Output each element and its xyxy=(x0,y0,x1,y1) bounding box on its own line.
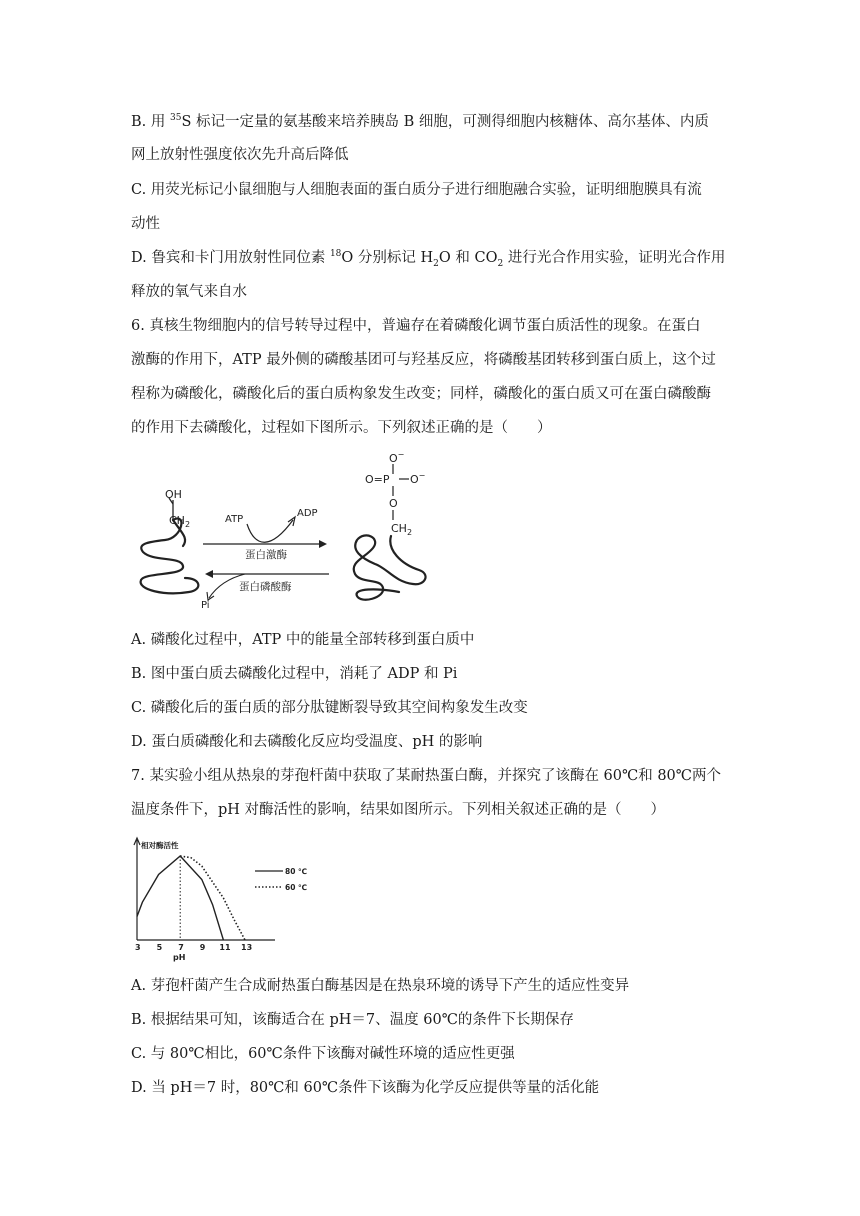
question-7-option: C. 与 80℃相比，60℃条件下该酶对碱性环境的适应性更强 xyxy=(131,1046,515,1062)
option-d-q5-line2: 释放的氧气来自水 xyxy=(131,284,247,300)
unphosphorylated-protein xyxy=(141,518,199,593)
question-6-line: 程称为磷酸化，磷酸化后的蛋白质构象发生改变；同样，磷酸化的蛋白质又可在蛋白磷酸酶 xyxy=(131,386,711,402)
legend-label-80c: 80 ℃ xyxy=(285,867,308,876)
question-6-option: D. 蛋白质磷酸化和去磷酸化反应均受温度、pH 的影响 xyxy=(131,734,483,750)
phosphate-o-right: O− xyxy=(410,471,426,486)
question-6-option: B. 图中蛋白质去磷酸化过程中，消耗了 ADP 和 Pi xyxy=(131,666,458,682)
question-6-option: C. 磷酸化后的蛋白质的部分肽键断裂导致其空间构象发生改变 xyxy=(131,700,528,716)
phosphate-o-top: O− xyxy=(389,450,405,465)
kinase-arrowhead xyxy=(319,540,327,548)
option-c-q5-line2: 动性 xyxy=(131,216,160,232)
x-tick-label: 13 xyxy=(241,943,253,952)
adp-label: ADP xyxy=(297,508,318,519)
option-d-q5-line1: D. 鲁宾和卡门用放射性同位素 $^{18}$O 分别标记 $H_2O$ 和 $CO_2$ 进行光合作用实验，证明光合作用 xyxy=(131,249,726,269)
series-line-60c xyxy=(180,856,245,940)
question-7-option: A. 芽孢杆菌产生合成耐热蛋白酶基因是在热泉环境的诱导下产生的适应性变异 xyxy=(131,978,630,994)
x-tick-label: 7 xyxy=(178,943,184,952)
phosphate-o-p: O=P xyxy=(365,473,390,486)
x-tick-label: 5 xyxy=(156,943,163,952)
question-6-line: 6. 真核生物细胞内的信号转导过程中，普遍存在着磷酸化调节蛋白质活性的现象。在蛋白 xyxy=(131,318,701,334)
kinase-label: 蛋白激酶 xyxy=(245,549,287,561)
x-axis-label: pH xyxy=(173,953,186,962)
legend-label-60c: 60 ℃ xyxy=(285,883,308,892)
phosphatase-label: 蛋白磷酸酶 xyxy=(239,581,292,593)
option-b-q5-line1: B. 用 $^{35}$S 标记一定量的氨基酸来培养胰岛 B 细胞，可测得细胞内核糖体、高尔基体、内质 xyxy=(131,113,709,130)
question-7-line: 7. 某实验小组从热泉的芽孢杆菌中获取了某耐热蛋白酶，并探究了该酶在 60℃和 80℃两个 xyxy=(131,768,722,784)
x-tick-labels xyxy=(135,943,252,952)
question-6-option: A. 磷酸化过程中，ATP 中的能量全部转移到蛋白质中 xyxy=(131,632,475,648)
question-7-line: 温度条件下，pH 对酶活性的影响，结果如图所示。下列相关叙述正确的是（ ） xyxy=(131,802,666,818)
ch2-right-label: $CH_2$ xyxy=(391,522,413,537)
atp-label: ATP xyxy=(225,514,244,525)
y-axis-label: 相对酶活性 xyxy=(141,841,179,850)
x-tick-label: 11 xyxy=(219,943,231,952)
question-7-option: D. 当 pH＝7 时，80℃和 60℃条件下该酶为化学反应提供等量的活化能 xyxy=(131,1080,600,1096)
pi-label: Pi xyxy=(201,600,210,610)
x-tick-label: 3 xyxy=(135,943,141,952)
phosphorylated-protein xyxy=(354,535,426,599)
atp-adp-curve xyxy=(247,520,293,542)
phosphorylation-diagram xyxy=(125,446,455,610)
question-6-line: 激酶的作用下，ATP 最外侧的磷酸基团可与羟基反应，将磷酸基团转移到蛋白质上，这个过 xyxy=(131,352,716,368)
question-6-line: 的作用下去磷酸化，过程如下图所示。下列叙述正确的是（ ） xyxy=(131,420,552,436)
option-c-q5-line1: C. 用荧光标记小鼠细胞与人细胞表面的蛋白质分子进行细胞融合实验，证明细胞膜具有流 xyxy=(131,182,702,198)
phosphate-o-mid: O xyxy=(389,497,398,510)
option-b-q5-line2: 网上放射性强度依次先升高后降低 xyxy=(131,147,349,163)
oh-label: OH xyxy=(165,488,182,501)
x-tick-label: 9 xyxy=(199,943,206,952)
enzyme-activity-chart xyxy=(125,836,330,964)
ch2-left-label: $CH_2$ xyxy=(169,514,191,529)
question-7-option: B. 根据结果可知，该酶适合在 pH＝7、温度 60℃的条件下长期保存 xyxy=(131,1012,574,1028)
phosphatase-arrowhead xyxy=(205,570,213,578)
